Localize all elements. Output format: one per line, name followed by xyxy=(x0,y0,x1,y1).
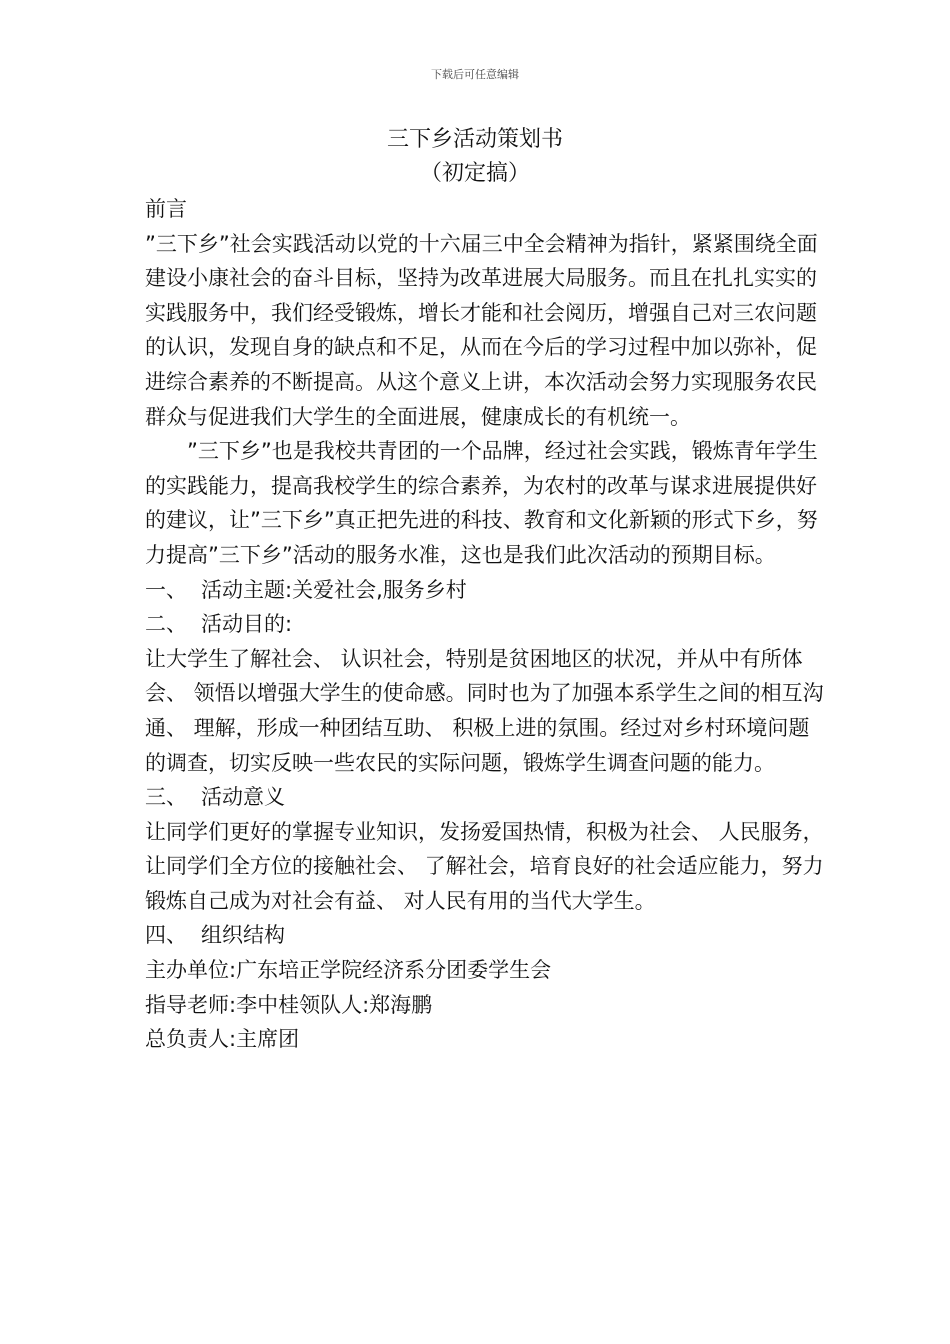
organizer-line: 主办单位:广东培正学院经济系分团委学生会 xyxy=(145,958,552,983)
document-title: 三下乡活动策划书 xyxy=(386,127,563,152)
document-subtitle: （初定搞） xyxy=(419,161,530,186)
leader-line: 总负责人:主席团 xyxy=(145,1027,300,1052)
section-2-heading xyxy=(145,607,825,642)
section-title: 活动意义 xyxy=(201,785,285,810)
advisor-line: 指导老师:李中桂领队人:郑海鹏 xyxy=(145,992,433,1017)
document-body xyxy=(145,192,825,1057)
section-number: 二、 xyxy=(145,612,187,637)
preface-paragraph-1: ”三下乡”社会实践活动以党的十六届三中全会精神为指针，紧紧围绕全面建设小康社会的奋斗目标，坚持为改革进展大局服务。而且在扎扎实实的实践服务中，我们经受锻炼，增长才能和社会阅历，增强自己对三农问题的认识，发现自身的缺点和不足，从而在今后的学习过程中加以弥补，促进综合素养的不断提高。从这个意义上讲，本次活动会努力实现服务农民群众与促进我们大学生的全面进展，健康成长的有机统一。 xyxy=(145,231,818,429)
header-note: 下载后可任意编辑 xyxy=(431,68,519,81)
section-title: 活动主题:关爱社会,服务乡村 xyxy=(201,577,467,602)
preface-paragraph-2: ”三下乡”也是我校共青团的一个品牌，经过社会实践，锻炼青年学生的实践能力，提高我校学生的综合素养，为农村的改革与谋求进展提供好的建议，让”三下乡”真正把先进的科技、教育和文化新颖的形式下乡，努力提高”三下乡”活动的服务水准，这也是我们此次活动的预期目标。 xyxy=(145,439,818,567)
section-4-heading xyxy=(145,918,825,953)
section-3-heading xyxy=(145,780,825,815)
section-title: 活动目的: xyxy=(201,612,293,637)
section-3-body: 让同学们更好的掌握专业知识，发扬爱国热情，积极为社会、 人民服务，让同学们全方位的接触社会、 了解社会，培育良好的社会适应能力，努力锻炼自己成为对社会有益、 对人民有用的当代大学生。 xyxy=(145,819,824,913)
preface-heading: 前言 xyxy=(145,197,187,221)
section-number: 四、 xyxy=(145,923,187,948)
section-number: 一、 xyxy=(145,577,187,602)
section-2-body: 让大学生了解社会、 认识社会，特别是贫困地区的状况，并从中有所体会、 领悟以增强大学生的使命感。同时也为了加强本系学生之间的相互沟通、 理解，形成一种团结互助、 积极上进的氛围。经过对乡村环境问题的调查，切实反映一些农民的实际问题，锻炼学生调查问题的能力。 xyxy=(145,646,824,775)
section-number: 三、 xyxy=(145,785,187,810)
section-title: 组织结构 xyxy=(201,923,285,948)
section-1-heading xyxy=(145,573,825,608)
